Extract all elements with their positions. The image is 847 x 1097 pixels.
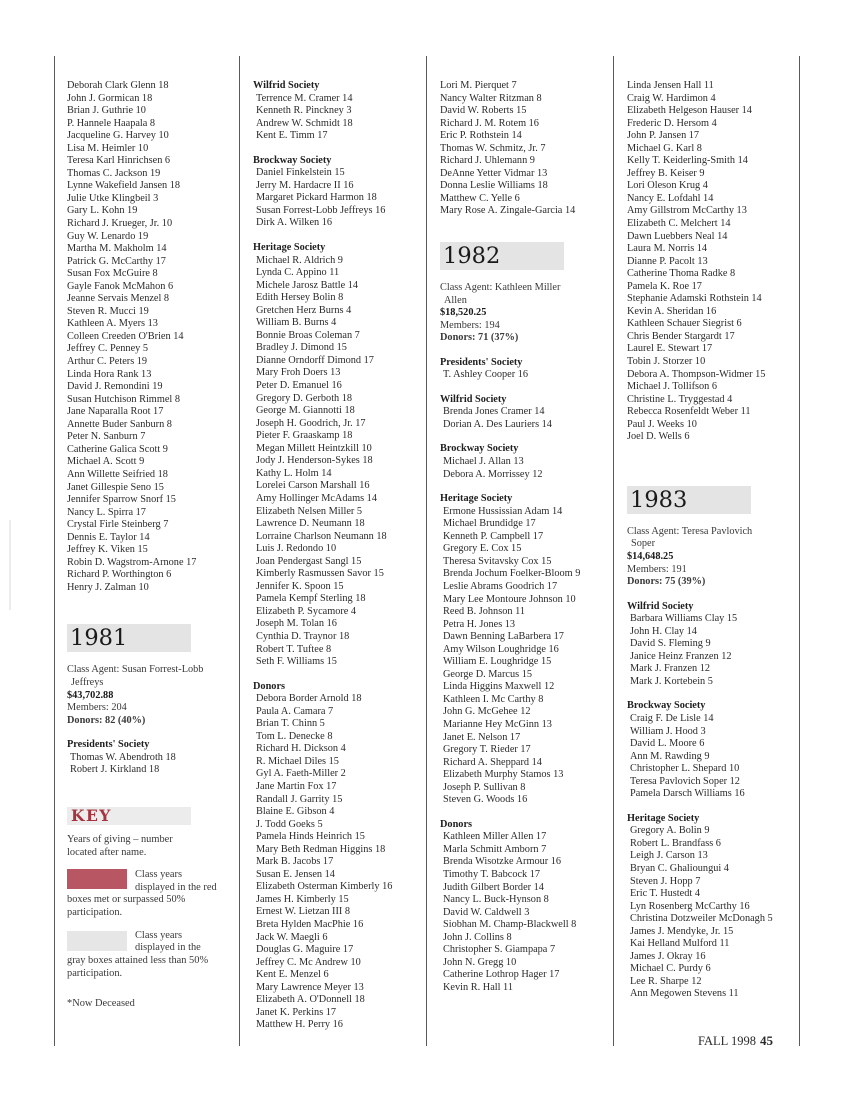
society-heading: Brockway Society	[253, 154, 332, 166]
donor-name: Linda Higgins Maxwell 12	[443, 681, 555, 693]
class-year-label: 1982	[443, 243, 501, 270]
donor-name: Laura M. Norris 14	[627, 243, 708, 255]
donor-name: Craig F. De Lisle 14	[630, 712, 714, 724]
donor-name: Kimberly Rasmussen Savor 15	[256, 568, 384, 580]
column-rule-1	[239, 56, 240, 1046]
donor-name: Janet E. Nelson 17	[443, 731, 521, 743]
donor-name: Henry J. Zalman 10	[67, 581, 149, 593]
donor-name: Luis J. Redondo 10	[256, 543, 337, 555]
class-donors: Donors: 71 (37%)	[440, 332, 519, 344]
donor-name: Arthur C. Peters 19	[67, 356, 148, 368]
donor-name: David W. Caldwell 3	[443, 906, 530, 918]
donor-name: Seth F. Williams 15	[256, 656, 337, 668]
donor-name: Catherine Lothrop Hager 17	[443, 969, 560, 981]
donor-name: John G. McGehee 12	[443, 706, 531, 718]
donor-name: Dianne P. Pacolt 13	[627, 255, 708, 267]
donor-name: Michael R. Aldrich 9	[256, 254, 343, 266]
donor-name: Janet Gillespie Seno 15	[67, 481, 164, 493]
donor-name: Michael J. Allan 13	[443, 456, 524, 468]
donor-name: Steven G. Woods 16	[443, 794, 528, 806]
donor-name: Tom L. Denecke 8	[256, 730, 333, 742]
donor-name: Dawn Luebbers Neal 14	[627, 230, 728, 242]
society-heading: Presidents' Society	[67, 739, 150, 751]
scan-artifact	[9, 520, 11, 610]
society-member-list	[253, 93, 425, 143]
class-year-label: 1983	[630, 486, 688, 513]
class-amount: $18,520.25	[440, 307, 487, 319]
donor-name: Catherine Galica Scott 9	[67, 443, 168, 455]
society-heading: Wilfrid Society	[440, 393, 507, 405]
donor-name: George D. Marcus 15	[443, 668, 533, 680]
donor-name: DeAnne Yetter Vidmar 13	[440, 167, 548, 179]
donor-name: Theresa Svitavsky Cox 15	[443, 555, 552, 567]
donor-name: Rebecca Rosenfeldt Weber 11	[627, 406, 751, 418]
donor-name: Dirk A. Wilken 16	[256, 217, 333, 229]
donor-name: Daniel Finkelstein 15	[256, 167, 345, 179]
donor-name: Pamela K. Roe 17	[627, 280, 702, 292]
donor-name: Richard A. Sheppard 14	[443, 756, 542, 768]
donor-name: Jeffrey K. Viken 15	[67, 544, 148, 556]
donor-name: Elizabeth Murphy Stamos 13	[443, 769, 564, 781]
society-member-list	[440, 831, 610, 994]
donor-name: Jennifer Sparrow Snorf 15	[67, 494, 176, 506]
donor-name: Elizabeth C. Melchert 14	[627, 218, 731, 230]
donor-name: Mary Rose A. Zingale-Garcia 14	[440, 205, 576, 217]
donor-name: Nancy L. Buck-Hynson 8	[443, 894, 549, 906]
gray-swatch	[67, 931, 127, 951]
column-3	[440, 80, 610, 994]
donor-name: Robin D. Wagstrom-Arnone 17	[67, 556, 197, 568]
donor-name: Matthew H. Perry 16	[256, 1019, 343, 1031]
class-amount: $14,648.25	[627, 550, 674, 562]
donor-name: Dianne Orndorff Dimond 17	[256, 354, 374, 366]
key-red-text: Class years displayed in the red boxes met or surpassed 50% participation.	[67, 868, 217, 918]
donor-name: Debora A. Thompson-Widmer 15	[627, 368, 766, 380]
donor-name: Lorraine Charlson Neumann 18	[256, 530, 387, 542]
donor-name: R. Michael Diles 15	[256, 755, 339, 767]
page-number: 45	[759, 1033, 773, 1048]
donor-name: Joseph H. Goodrich, Jr. 17	[256, 417, 366, 429]
donor-name: Mary Lee Montoure Johnson 10	[443, 593, 576, 605]
donor-name: Patrick G. McCarthy 17	[67, 255, 166, 267]
donor-name: Ann Megowen Stevens 11	[630, 988, 739, 1000]
class-agent: Class Agent: Kathleen Miller	[440, 282, 561, 294]
society-member-list	[253, 167, 425, 230]
donor-name: Elizabeth Osterman Kimberly 16	[256, 881, 393, 893]
donor-name: Gregory D. Gerboth 18	[256, 392, 353, 404]
donor-name: Jane Naparalla Root 17	[67, 406, 164, 418]
donor-name: Jack W. Maegli 6	[256, 931, 328, 943]
donor-name: Christine L. Tryggestad 4	[627, 393, 733, 405]
donor-name: Guy W. Lenardo 19	[67, 230, 149, 242]
donor-name: Michele Jarosz Battle 14	[256, 279, 359, 291]
donor-name: Debora Border Arnold 18	[256, 693, 362, 705]
class-agent: Class Agent: Susan Forrest-Lobb	[67, 664, 204, 676]
donor-name: Susan Hutchison Rimmel 8	[67, 393, 180, 405]
donor-name: Nancy E. Lofdahl 14	[627, 192, 714, 204]
society-heading: Brockway Society	[627, 700, 706, 712]
donor-name: John J. Collins 8	[443, 931, 512, 943]
donor-name: Jeffrey C. Penney 5	[67, 343, 149, 355]
page-footer	[698, 1033, 773, 1049]
donor-name: Robert L. Brandfass 6	[630, 837, 721, 849]
class-year-label: 1981	[70, 625, 128, 652]
donor-name: William J. Hood 3	[630, 725, 706, 737]
class-year-1983	[627, 486, 751, 514]
donor-name: Linda Hora Rank 13	[67, 368, 152, 380]
donor-name: Andrew W. Schmidt 18	[256, 117, 353, 129]
donor-name: Lawrence D. Neumann 18	[256, 518, 365, 530]
donor-name: Lisa M. Heimler 10	[67, 142, 149, 154]
donor-name: Dennis E. Taylor 14	[67, 531, 150, 543]
donor-name: Mary Froh Doers 13	[256, 367, 341, 379]
donor-name: Linda Jensen Hall 11	[627, 80, 714, 91]
donor-name: Laurel E. Stewart 17	[627, 343, 713, 355]
donor-name: Dorian A. Des Lauriers 14	[443, 418, 552, 430]
donor-name: Margaret Pickard Harmon 18	[256, 192, 377, 204]
donor-name: Breta Hylden MacPhie 16	[256, 919, 364, 930]
donor-name: Kenneth R. Pinckney 3	[256, 105, 352, 117]
donor-name: Timothy T. Babcock 17	[443, 868, 541, 880]
donor-name: Susan E. Jensen 14	[256, 868, 335, 880]
society-sections	[440, 357, 610, 995]
donor-name: Kathleen Miller Allen 17	[443, 831, 547, 843]
donor-name: Barbara Williams Clay 15	[630, 613, 738, 625]
donor-name: Bryan C. Ghalioungui 4	[630, 862, 729, 874]
donor-name: Megan Millett Heintzkill 10	[256, 442, 372, 454]
donor-name: Brenda Jones Cramer 14	[443, 406, 545, 418]
donor-name: Bradley J. Dimond 15	[256, 342, 347, 354]
donor-name: T. Ashley Cooper 16	[443, 369, 529, 381]
donor-name: Joseph M. Tolan 16	[256, 618, 337, 630]
donor-name: Kent E. Timm 17	[256, 130, 328, 142]
donor-name: Ermone Hussissian Adam 14	[443, 505, 563, 517]
donor-name: Pieter F. Graaskamp 18	[256, 430, 353, 442]
donor-name: Jody J. Henderson-Sykes 18	[256, 455, 373, 467]
donor-name: Ernest W. Lietzan III 8	[256, 906, 351, 918]
donor-name: Susan Forrest-Lobb Jeffreys 16	[256, 204, 386, 216]
donor-name: Pamela Darsch Williams 16	[630, 788, 745, 800]
donor-list	[627, 80, 797, 444]
donor-name: John N. Gregg 10	[443, 956, 517, 968]
donor-name: Susan Fox McGuire 8	[67, 268, 158, 280]
class-year-1981	[67, 624, 191, 652]
donor-name: Cynthia D. Traynor 18	[256, 630, 350, 642]
donor-name: Gary L. Kohn 19	[67, 205, 138, 217]
presidents-list	[67, 752, 235, 777]
donor-name: Lyn Rosenberg McCarthy 16	[630, 900, 750, 912]
donor-name: Gretchen Herz Burns 4	[256, 304, 352, 316]
donor-name: Paula A. Camara 7	[256, 705, 334, 717]
donor-name: Deborah Clark Glenn 18	[67, 80, 169, 91]
donor-name: Brenda Wisotzke Armour 16	[443, 856, 562, 868]
donor-name: Ann Willette Seifried 18	[67, 468, 168, 480]
society-member-list	[627, 825, 797, 1001]
class-donors: Donors: 75 (39%)	[627, 576, 706, 588]
donor-name: Steven R. Mucci 19	[67, 305, 149, 317]
donor-name: Mary Lawrence Meyer 13	[256, 981, 364, 993]
donor-name: Kent E. Menzel 6	[256, 969, 329, 981]
society-member-list	[440, 456, 610, 481]
society-member-list	[440, 369, 610, 382]
donor-name: Michael C. Purdy 6	[630, 963, 711, 975]
society-sections	[627, 601, 797, 1001]
donor-name: Mark J. Franzen 12	[630, 663, 711, 675]
donor-name: P. Hannele Haapala 8	[67, 117, 156, 129]
donor-name: Richard J. M. Rotem 16	[440, 117, 539, 129]
donor-name: Thomas W. Abendroth 18	[70, 751, 176, 763]
donor-name: Joel D. Wells 6	[627, 431, 690, 443]
donor-name: Brian J. Guthrie 10	[67, 105, 146, 117]
key-red-row	[67, 869, 219, 920]
donor-name: Kai Helland Mulford 11	[630, 938, 730, 950]
donor-name: Brian T. Chinn 5	[256, 718, 325, 730]
donor-name: Lori M. Pierquet 7	[440, 80, 517, 91]
donor-name: Kevin R. Hall 11	[443, 981, 513, 993]
donor-name: Mark B. Jacobs 17	[256, 856, 334, 868]
donor-name: Elizabeth Helgeson Hauser 14	[627, 105, 752, 117]
society-heading: Heritage Society	[253, 242, 326, 254]
donor-name: Kathleen I. Mc Carthy 8	[443, 693, 544, 705]
society-member-list	[627, 713, 797, 801]
society-member-list	[253, 255, 425, 669]
society-heading: Heritage Society	[627, 812, 700, 824]
donor-name: Leigh J. Carson 13	[630, 850, 708, 862]
donor-name: Jeffrey B. Keiser 9	[627, 167, 705, 179]
donor-name: Jane Martin Fox 17	[256, 780, 337, 792]
class-summary-1982	[440, 282, 610, 345]
society-member-list	[627, 613, 797, 688]
donor-name: Stephanie Adamski Rothstein 14	[627, 293, 762, 305]
society-member-list	[253, 693, 425, 1032]
donor-name: Michael A. Scott 9	[67, 456, 145, 468]
donor-name: Michael J. Tollifson 6	[627, 381, 718, 393]
column-rule-2	[426, 56, 427, 1046]
donor-name: Matthew C. Yelle 6	[440, 192, 520, 204]
donor-name: David W. Roberts 15	[440, 105, 527, 117]
society-heading: Brockway Society	[440, 443, 519, 455]
donor-name: Bonnie Broas Coleman 7	[256, 329, 360, 341]
donor-name: Jeffrey C. Mc Andrew 10	[256, 956, 361, 968]
donor-name: David J. Remondini 19	[67, 381, 163, 393]
donor-name: Elizabeth P. Sycamore 4	[256, 605, 357, 617]
donor-list	[440, 80, 610, 218]
donor-name: Craig W. Hardimon 4	[627, 92, 716, 104]
donor-name: Reed B. Johnson 11	[443, 606, 525, 618]
donor-name: Elizabeth A. O'Donnell 18	[256, 994, 365, 1006]
column-2	[253, 80, 425, 1032]
donor-name: Brenda Jochum Foelker-Bloom 9	[443, 568, 581, 580]
donor-name: Pamela Kempf Sterling 18	[256, 593, 366, 605]
donor-name: Amy Wilson Loughridge 16	[443, 643, 559, 655]
key-gray-text: Class years displayed in the gray boxes attained less than 50% participation.	[67, 929, 209, 979]
donor-name: Peter D. Emanuel 16	[256, 380, 342, 392]
donor-name: William B. Burns 4	[256, 317, 337, 329]
column-rule-right	[799, 56, 800, 1046]
class-members: Members: 194	[440, 319, 500, 331]
donor-name: Joseph P. Sullivan 8	[443, 781, 526, 793]
donor-name: Randall J. Garrity 15	[256, 793, 343, 805]
column-4	[627, 80, 797, 1001]
donor-name: Gregory T. Rieder 17	[443, 744, 531, 756]
society-heading: Donors	[440, 818, 473, 830]
key-gray-row	[67, 930, 219, 981]
column-rule-left	[54, 56, 55, 1046]
donor-name: Teresa Pavlovich Soper 12	[630, 775, 740, 787]
donor-name: Peter N. Sanburn 7	[67, 431, 146, 443]
donor-name: Eric P. Rothstein 14	[440, 130, 522, 142]
donor-name: Christopher L. Shepard 10	[630, 763, 740, 775]
society-member-list	[440, 406, 610, 431]
donor-name: Michael Brundidge 17	[443, 518, 536, 530]
donor-name: Richard J. Uhlemann 9	[440, 155, 535, 167]
donor-name: Amy Hollinger McAdams 14	[256, 492, 377, 504]
donor-name: Michael G. Karl 8	[627, 142, 702, 154]
donor-name: Blaine E. Gibson 4	[256, 806, 335, 818]
donor-name: Lorelei Carson Marshall 16	[256, 480, 370, 492]
donor-name: Julie Utke Klingbeil 3	[67, 192, 159, 204]
donor-name: Martha M. Makholm 14	[67, 243, 167, 255]
donor-name: Gyl A. Faeth-Miller 2	[256, 768, 346, 780]
donor-name: Debora A. Morrissey 12	[443, 468, 543, 480]
donor-name: Kathleen A. Myers 13	[67, 318, 158, 330]
donor-name: Joan Pendergast Sangl 15	[256, 555, 362, 567]
society-heading: Heritage Society	[440, 493, 513, 505]
donor-name: Chris Bender Stargardt 17	[627, 330, 735, 342]
donor-name: Mark J. Kortebein 5	[630, 675, 713, 687]
donor-name: Petra H. Jones 13	[443, 618, 516, 630]
donor-name: Richard J. Krueger, Jr. 10	[67, 218, 173, 230]
donor-name: Lynne Wakefield Jansen 18	[67, 180, 181, 192]
class-agent: Class Agent: Teresa Pavlovich	[627, 525, 753, 537]
donor-name: Kevin A. Sheridan 16	[627, 305, 717, 317]
donor-name: James J. Okray 16	[630, 950, 706, 962]
class-agent-cont: Allen	[444, 294, 467, 306]
key-title: KEY	[71, 805, 112, 825]
donor-name: J. Todd Goeks 5	[256, 818, 323, 830]
donor-name: Siobhan M. Champ-Blackwell 8	[443, 919, 577, 931]
society-member-list	[440, 506, 610, 807]
donor-name: Paul J. Weeks 10	[627, 418, 697, 430]
donor-name: Kenneth P. Campbell 17	[443, 530, 544, 542]
column-1	[67, 80, 235, 1011]
donor-name: Kathy L. Holm 14	[256, 467, 332, 479]
donor-name: Leslie Abrams Goodrich 17	[443, 580, 558, 592]
donor-name: Jacqueline G. Harvey 10	[67, 130, 169, 142]
donor-name: Lee R. Sharpe 12	[630, 975, 702, 987]
donor-name: Eric T. Hustedt 4	[630, 888, 700, 900]
donor-name: Jennifer K. Spoon 15	[256, 580, 344, 592]
donor-name: Amy Gillstrom McCarthy 13	[627, 205, 747, 217]
donor-name: Judith Gilbert Border 14	[443, 881, 544, 893]
donor-name: Gregory A. Bolin 9	[630, 825, 710, 837]
donor-name: Elizabeth Nelsen Miller 5	[256, 505, 363, 517]
donor-name: Dawn Benning LaBarbera 17	[443, 631, 564, 643]
donor-name: Marla Schmitt Amborn 7	[443, 843, 547, 855]
donor-name: Crystal Firle Steinberg 7	[67, 519, 169, 531]
donor-name: Tobin J. Storzer 10	[627, 356, 706, 368]
society-heading: Wilfrid Society	[627, 600, 694, 612]
donor-name: Edith Hersey Bolin 8	[256, 292, 344, 304]
donor-name: Nancy L. Spirra 17	[67, 506, 146, 518]
key-heading-box	[67, 807, 191, 825]
donor-name: Thomas C. Jackson 19	[67, 167, 161, 179]
donor-name: William E. Loughridge 15	[443, 656, 552, 668]
donor-name: David L. Moore 6	[630, 738, 705, 750]
donor-name: Mary Beth Redman Higgins 18	[256, 843, 386, 855]
donor-name: Lori Oleson Krug 4	[627, 180, 708, 192]
donor-name: Janet K. Perkins 17	[256, 1006, 337, 1018]
donor-name: Colleen Creeden O'Brien 14	[67, 330, 184, 342]
donor-name: Donna Leslie Williams 18	[440, 180, 548, 192]
key-years-text: Years of giving – number located after name.	[67, 833, 173, 858]
donor-name: Gayle Fanok McMahon 6	[67, 280, 174, 292]
donor-name: Ann M. Rawding 9	[630, 750, 710, 762]
class-summary-1981	[67, 664, 235, 727]
class-agent-cont: Soper	[631, 538, 656, 550]
donor-name: Teresa Karl Hinrichsen 6	[67, 155, 171, 167]
donor-name: Richard H. Dickson 4	[256, 743, 346, 755]
class-donors: Donors: 82 (40%)	[67, 714, 146, 726]
donor-name: George M. Giannotti 18	[256, 405, 355, 417]
donor-name: Jeanne Servais Menzel 8	[67, 293, 170, 305]
donor-name: Thomas W. Schmitz, Jr. 7	[440, 142, 546, 154]
donor-list	[67, 80, 235, 594]
donor-name: Kelly T. Keiderling-Smith 14	[627, 155, 748, 167]
donor-name: Terrence M. Cramer 14	[256, 92, 353, 104]
donor-name: Richard P. Worthington 6	[67, 569, 172, 581]
donor-name: Robert J. Kirkland 18	[70, 764, 160, 776]
donor-name: Nancy Walter Ritzman 8	[440, 92, 542, 104]
donor-name: James H. Kimberly 15	[256, 893, 349, 905]
deceased-note: *Now Deceased	[67, 998, 135, 1010]
donor-name: Gregory E. Cox 15	[443, 543, 522, 555]
society-heading: Wilfrid Society	[253, 80, 320, 91]
class-members: Members: 204	[67, 702, 127, 714]
class-amount: $43,702.88	[67, 689, 114, 701]
donor-name: James J. Mendyke, Jr. 15	[630, 925, 734, 937]
class-year-1982	[440, 242, 564, 270]
donor-name: Pamela Hinds Heinrich 15	[256, 831, 365, 843]
donor-name: Marianne Hey McGinn 13	[443, 718, 552, 730]
donor-name: Annette Buder Sanburn 8	[67, 418, 172, 430]
donor-name: Catherine Thoma Radke 8	[627, 268, 736, 280]
class-members: Members: 191	[627, 563, 687, 575]
donor-name: John P. Jansen 17	[627, 130, 700, 142]
society-heading: Donors	[253, 680, 286, 692]
donor-name: Kathleen Schauer Siegrist 6	[627, 318, 742, 330]
donor-name: Douglas G. Maguire 17	[256, 944, 354, 956]
class-agent-cont: Jeffreys	[71, 676, 104, 688]
donor-name: Christopher S. Giampapa 7	[443, 944, 556, 956]
donor-name: Steven J. Hopp 7	[630, 875, 701, 887]
issue-label: FALL 1998	[698, 1034, 756, 1048]
donor-name: John J. Gormican 18	[67, 92, 153, 104]
donor-name: John H. Clay 14	[630, 625, 697, 637]
donor-name: Frederic D. Hersom 4	[627, 117, 717, 129]
donor-name: Lynda C. Appino 11	[256, 267, 340, 279]
society-heading: Presidents' Society	[440, 356, 523, 368]
donor-name: David S. Fleming 9	[630, 638, 711, 650]
class-summary-1983	[627, 526, 797, 589]
donor-name: Christina Dotzweiler McDonagh 5	[630, 913, 773, 925]
donor-name: Robert T. Tuftee 8	[256, 643, 332, 655]
column-rule-3	[613, 56, 614, 1046]
red-swatch	[67, 869, 127, 889]
donor-name: Jerry M. Hardacre II 16	[256, 179, 354, 191]
donor-name: Janice Heinz Franzen 12	[630, 650, 732, 662]
